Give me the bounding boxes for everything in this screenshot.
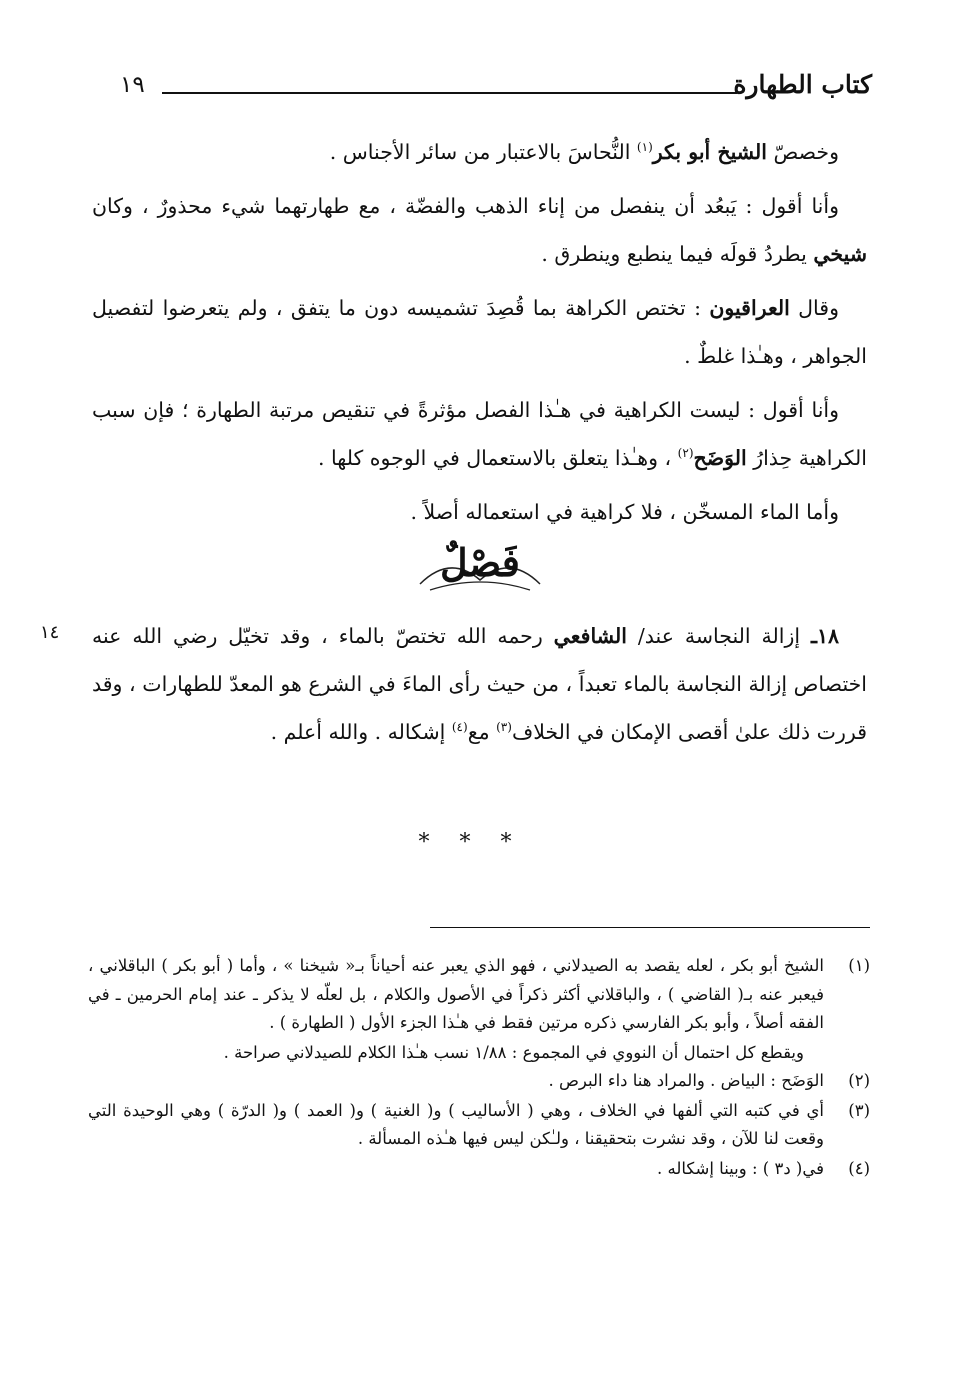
margin-folio-number: ١٤ xyxy=(40,622,60,643)
footnote-text: في( د٣ ) : وبينا إشكاله . xyxy=(657,1158,824,1178)
footnote-text: أي في كتبه التي ألفها في الخلاف ، وهي ( الأساليب ) و( الغنية ) و( العمد ) و( الدرّة ) وهي الوحيدة التي وقعت لنا للآن ، وقد نشرت بتحقيقنا ، ولـٰكن ليس فيها هـٰذه المسألة . xyxy=(88,1100,824,1148)
bold-term: الوَضَح xyxy=(693,446,747,470)
footnote-1 xyxy=(88,952,870,1038)
footnote-rule xyxy=(430,927,870,928)
footnote-number: (٤) xyxy=(848,1158,870,1178)
bold-name: الشافعي xyxy=(553,624,627,648)
footnote-text: الشيخ أبو بكر ، لعله يقصد به الصيدلاني ، فهو الذي يعبر عنه أحياناً بـ« شيخنا » ، وأما ( أبو بكر ) الباقلاني ، فيعبر عنه بـ( القاضي ) ، والباقلاني أكثر ذكراً في الأصول والكلام ، بل لعلّه لا يذكر ـ عند إمام الحرمين ـ في الفقه أصلاً ، وأبو بكر الفارسي ذكره مرتين فقط في هـٰذا الجزء الأول ( الطهارة ) . xyxy=(88,956,824,1032)
paragraph-1 xyxy=(92,128,867,176)
paragraph-18 xyxy=(92,612,867,756)
text-run: وأنا أقول : يَبعُد أن ينفصل من إناء الذهب والفضّة ، مع طهارتهما شيء محذورٌ ، وكان xyxy=(92,194,839,218)
bold-name: شيخي xyxy=(813,242,867,266)
footnote-number: (٣) xyxy=(848,1100,870,1120)
section-heading-ornament xyxy=(400,540,560,598)
footnote-ref: (٤) xyxy=(451,720,468,735)
footnote-number: (١) xyxy=(848,956,870,975)
text-run: يطردُ قولَه فيما ينطبع وينطرق . xyxy=(541,242,814,266)
bold-name: الشيخ أبو بكر xyxy=(652,140,768,164)
section-heading: فَصْلٌ xyxy=(440,540,520,585)
footnote-2 xyxy=(88,1067,870,1096)
text-run: : تختص الكراهة بما قُصِدَ تشميسه دون ما يتفق ، ولم يتعرضوا لتفصيل الجواهر ، وهـٰذا غلطٌ . xyxy=(92,296,867,368)
text-run: وخصصّ xyxy=(767,140,839,164)
footnote-4 xyxy=(88,1155,870,1184)
text-run: النُّحاسَ بالاعتبار من سائر الأجناس . xyxy=(329,140,637,164)
footnotes xyxy=(88,952,870,1184)
text-run: مع xyxy=(467,720,497,744)
page-number: ١٩ xyxy=(120,72,145,98)
running-header xyxy=(92,70,872,114)
paragraph-2 xyxy=(92,182,867,278)
footnote-text: الوَضَح : البياض . والمراد هنا داء البرص . xyxy=(548,1071,824,1090)
main-text xyxy=(92,128,867,542)
footnote-3 xyxy=(88,1097,870,1154)
footnote-ref: (٣) xyxy=(496,720,512,735)
text-run: ، وهـٰذا يتعلق بالاستعمال في الوجوه كلها . xyxy=(318,446,678,470)
paragraph-3 xyxy=(92,284,867,380)
text-run: إزالة النجاسة عند/ xyxy=(626,624,811,648)
text-run: إشكاله . والله أعلم . xyxy=(270,720,452,744)
paragraph-5: وأما الماء المسخّن ، فلا كراهية في استعماله أصلاً . xyxy=(410,500,839,524)
text-run: رحمه الله تختصّ بالماء ، وقد تخيّل رضي الله عنه اختصاص إزالة النجاسة بالماء تعبداً ، من حيث رأى الماءَ في الشرع هو المعدّ للطهارات ، وقد قررت ذلك علىٰ أقصى الإمكان في الخلاف xyxy=(92,624,867,744)
bold-name: العراقيون xyxy=(709,296,790,320)
paragraph-18-text xyxy=(92,612,867,756)
text-run: وأنا أقول : ليست الكراهية في هـٰذا الفصل مؤثرةً في تنقيص مرتبة الطهارة ؛ فإن سبب الكراهية حِذارُ xyxy=(92,398,867,470)
footnote-1-continuation: ويقطع كل احتمال أن النووي في المجموع : ١/٨٨ نسب هـٰذا الكلام للصيدلاني صراحة . xyxy=(223,1042,804,1062)
footnote-ref: (١) xyxy=(636,140,653,155)
text-run: وقال xyxy=(789,296,840,320)
section-separator-stars: *** xyxy=(418,830,542,855)
footnote-number: (٢) xyxy=(848,1071,870,1090)
paragraph-4 xyxy=(92,386,867,482)
footnote-ref: (٢) xyxy=(677,446,694,461)
chapter-title: كتاب الطهارة xyxy=(733,70,872,99)
header-rule xyxy=(162,92,737,94)
paragraph-number: ١٨ـ xyxy=(810,624,840,648)
